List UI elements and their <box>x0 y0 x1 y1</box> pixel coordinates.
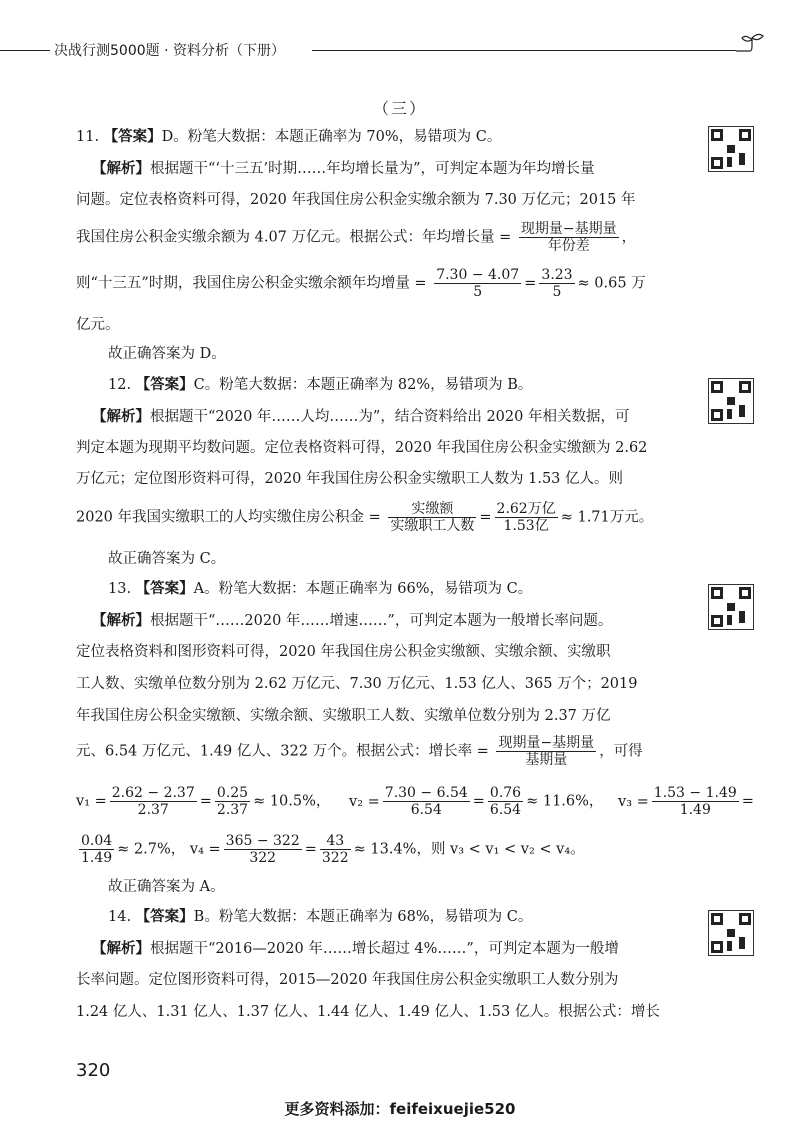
numerator: 2.62万亿 <box>496 501 556 517</box>
qr-code-icon[interactable] <box>708 910 754 956</box>
v2-result: ≈ 11.6%， <box>526 793 604 810</box>
q11-formula-line <box>76 222 676 253</box>
numerator: 365 − 322 <box>225 833 300 849</box>
denominator: 5 <box>473 284 483 300</box>
v4-label: v₄ = <box>189 841 221 858</box>
q13-answer-line <box>108 582 708 597</box>
numerator: 2.62 − 2.37 <box>111 785 195 801</box>
numerator: 实缴额 <box>388 502 476 518</box>
denominator: 322 <box>321 850 349 866</box>
q11-number: 11. <box>76 129 104 145</box>
denominator: 2.37 <box>137 802 169 818</box>
explain-tag: 【解析】 <box>92 612 150 629</box>
q12-answer-text: C。粉笔大数据：本题正确率为 82%，易错项为 B。 <box>193 377 533 393</box>
fraction <box>488 786 523 817</box>
q14-text-line: 1.24 亿人、1.31 亿人、1.37 亿人、1.44 亿人、1.49 亿人、1.53 亿人。根据公式：增长 <box>76 1004 660 1020</box>
q12-calc-lead: 2020 年我国实缴职工的人均实缴住房公积金 = <box>76 509 381 526</box>
q11-text-line: 亿元。 <box>76 317 120 333</box>
q13-text-line: 年我国住房公积金实缴额、实缴余额、实缴职工人数、实缴单位数分别为 2.37 万亿 <box>76 708 611 724</box>
q12-text-line: 万亿元；定位图形资料可得，2020 年我国住房公积金实缴职工人数为 1.53 亿人。则 <box>76 471 624 487</box>
fraction <box>496 736 596 767</box>
numerator: 现期量−基期量 <box>498 735 595 751</box>
explain-tag: 【解析】 <box>92 408 150 425</box>
equals: = <box>304 841 317 858</box>
answer-tag: 【答案】 <box>103 128 162 145</box>
q11-explain-text: 根据题干“‘十三五’时期……年均增长量为”，可判定本题为年均增长量 <box>150 161 595 177</box>
q13-answer-text: A。粉笔大数据：本题正确率为 66%，易错项为 C。 <box>193 581 533 597</box>
q13-explain-line <box>92 614 692 629</box>
fraction <box>519 222 619 253</box>
v3-label: v₃ = <box>618 793 649 810</box>
numerator: 0.25 <box>216 785 249 801</box>
numerator: 3.23 <box>541 267 573 283</box>
header-rule-right <box>312 50 736 51</box>
q11-answer-text: D。粉笔大数据：本题正确率为 70%，易错项为 C。 <box>161 129 502 145</box>
equals: = <box>524 275 537 292</box>
q12-calc-line <box>76 502 676 533</box>
answer-tag: 【答案】 <box>135 580 194 597</box>
q13-number: 13. <box>108 581 136 597</box>
q12-number: 12. <box>108 377 136 393</box>
v1-result: ≈ 10.5%， <box>253 793 331 810</box>
q13-text-line: 工人数、实缴单位数分别为 2.62 万亿元、7.30 万亿元、1.53 亿人、365 万个；2019 <box>76 676 638 692</box>
q14-explain-text: 根据题干“2016—2020 年……增长超过 4%……”，可判定本题为一般增 <box>150 941 619 957</box>
denominator: 基期量 <box>525 752 568 768</box>
q13-calc-line <box>76 785 754 818</box>
denominator: 1.49 <box>81 850 113 866</box>
numerator: 0.04 <box>81 833 113 849</box>
q14-number: 14. <box>108 909 136 925</box>
fraction <box>388 502 476 533</box>
denominator: 6.54 <box>489 802 522 818</box>
qr-code-icon[interactable] <box>708 126 754 172</box>
q13-calc-line <box>76 834 676 865</box>
numerator: 现期量−基期量 <box>520 221 617 237</box>
explain-tag: 【解析】 <box>92 160 150 177</box>
numerator: 1.53 − 1.49 <box>653 785 737 801</box>
q12-answer-line <box>108 378 708 393</box>
q11-conclusion: 故正确答案为 D。 <box>108 346 226 362</box>
numerator: 43 <box>320 834 351 850</box>
qr-code-icon[interactable] <box>708 378 754 424</box>
q12-text-line: 判定本题为现期平均数问题。定位表格资料可得，2020 年我国住房公积金实缴额为 2.62 <box>76 440 648 456</box>
header-rule-left <box>0 50 50 51</box>
q13-formula-tail: ，可得 <box>599 743 643 760</box>
denominator: 实缴职工人数 <box>390 518 475 534</box>
q11-explain-line <box>92 162 692 177</box>
fraction <box>79 834 114 865</box>
equals: = <box>479 509 492 526</box>
q13-text-line: 定位表格资料和图形资料可得，2020 年我国住房公积金实缴额、实缴余额、实缴职 <box>76 644 611 660</box>
running-header: 决战行测5000题 · 资料分析（下册） <box>54 43 285 59</box>
q14-answer-line <box>108 910 708 925</box>
q12-explain-text: 根据题干“2020 年……人均……为”，结合资料给出 2020 年相关数据，可 <box>150 409 630 425</box>
numerator: 7.30 − 6.54 <box>384 785 468 801</box>
fraction <box>434 268 521 299</box>
denominator: 2.37 <box>216 802 249 818</box>
fraction <box>652 786 739 817</box>
q14-explain-line <box>92 942 692 957</box>
answer-tag: 【答案】 <box>135 376 194 393</box>
section-title: （三） <box>372 99 427 118</box>
equals: = <box>741 793 754 810</box>
fraction <box>320 834 351 865</box>
v1-label: v₁ = <box>76 793 107 810</box>
qr-code-icon[interactable] <box>708 584 754 630</box>
footer-note: 更多资料添加：feifeixuejie520 <box>284 1100 516 1118</box>
denominator: 6.54 <box>410 802 442 818</box>
denominator: 5 <box>552 284 562 300</box>
denominator: 1.53亿 <box>503 518 549 534</box>
fraction <box>383 786 470 817</box>
q13-conclusion: 故正确答案为 A。 <box>108 879 225 895</box>
fraction <box>539 268 574 299</box>
q13-explain-text: 根据题干“……2020 年……增速……”，可判定本题为一般增长率问题。 <box>150 613 613 629</box>
q11-calc-lead: 则“十三五”时期，我国住房公积金实缴余额年均增量 = <box>76 275 427 292</box>
numerator: 7.30 − 4.07 <box>436 267 520 283</box>
q11-answer-line <box>76 130 676 145</box>
denominator: 322 <box>249 850 277 866</box>
sprout-icon <box>736 32 768 54</box>
q14-text-line: 长率问题。定位图形资料可得，2015—2020 年我国住房公积金实缴职工人数分别为 <box>76 972 619 988</box>
q12-conclusion: 故正确答案为 C。 <box>108 551 226 567</box>
answer-tag: 【答案】 <box>135 908 194 925</box>
q11-formula-tail: ， <box>621 229 637 246</box>
denominator: 1.49 <box>679 802 711 818</box>
q14-answer-text: B。粉笔大数据：本题正确率为 68%，易错项为 C。 <box>193 909 533 925</box>
equals: = <box>199 793 212 810</box>
page-number: 320 <box>76 1060 111 1081</box>
q11-calc-line <box>76 268 676 299</box>
denominator: 年份差 <box>547 238 590 254</box>
equals: = <box>472 793 485 810</box>
q11-text-line: 问题。定位表格资料可得，2020 年我国住房公积金实缴余额为 7.30 万亿元；2015 年 <box>76 192 636 208</box>
v2-label: v₂ = <box>349 793 380 810</box>
numerator: 0.76 <box>489 785 522 801</box>
fraction <box>224 834 302 865</box>
fraction <box>215 786 250 817</box>
q11-formula-lead: 我国住房公积金实缴余额为 4.07 万亿元。根据公式：年均增长量 = <box>76 229 512 246</box>
fraction <box>495 502 558 533</box>
explain-tag: 【解析】 <box>92 940 150 957</box>
q11-calc-result: ≈ 0.65 万 <box>577 275 646 292</box>
q12-calc-result: ≈ 1.71万元。 <box>560 509 654 526</box>
fraction <box>110 786 197 817</box>
q13-formula-lead: 元、6.54 万亿元、1.49 亿人、322 万个。根据公式：增长率 = <box>76 743 489 760</box>
q13-formula-line <box>76 736 676 767</box>
v4-result: ≈ 13.4%，则 v₃ < v₁ < v₂ < v₄。 <box>353 841 585 858</box>
v3-result: ≈ 2.7%， <box>117 841 186 858</box>
q12-explain-line <box>92 410 692 425</box>
